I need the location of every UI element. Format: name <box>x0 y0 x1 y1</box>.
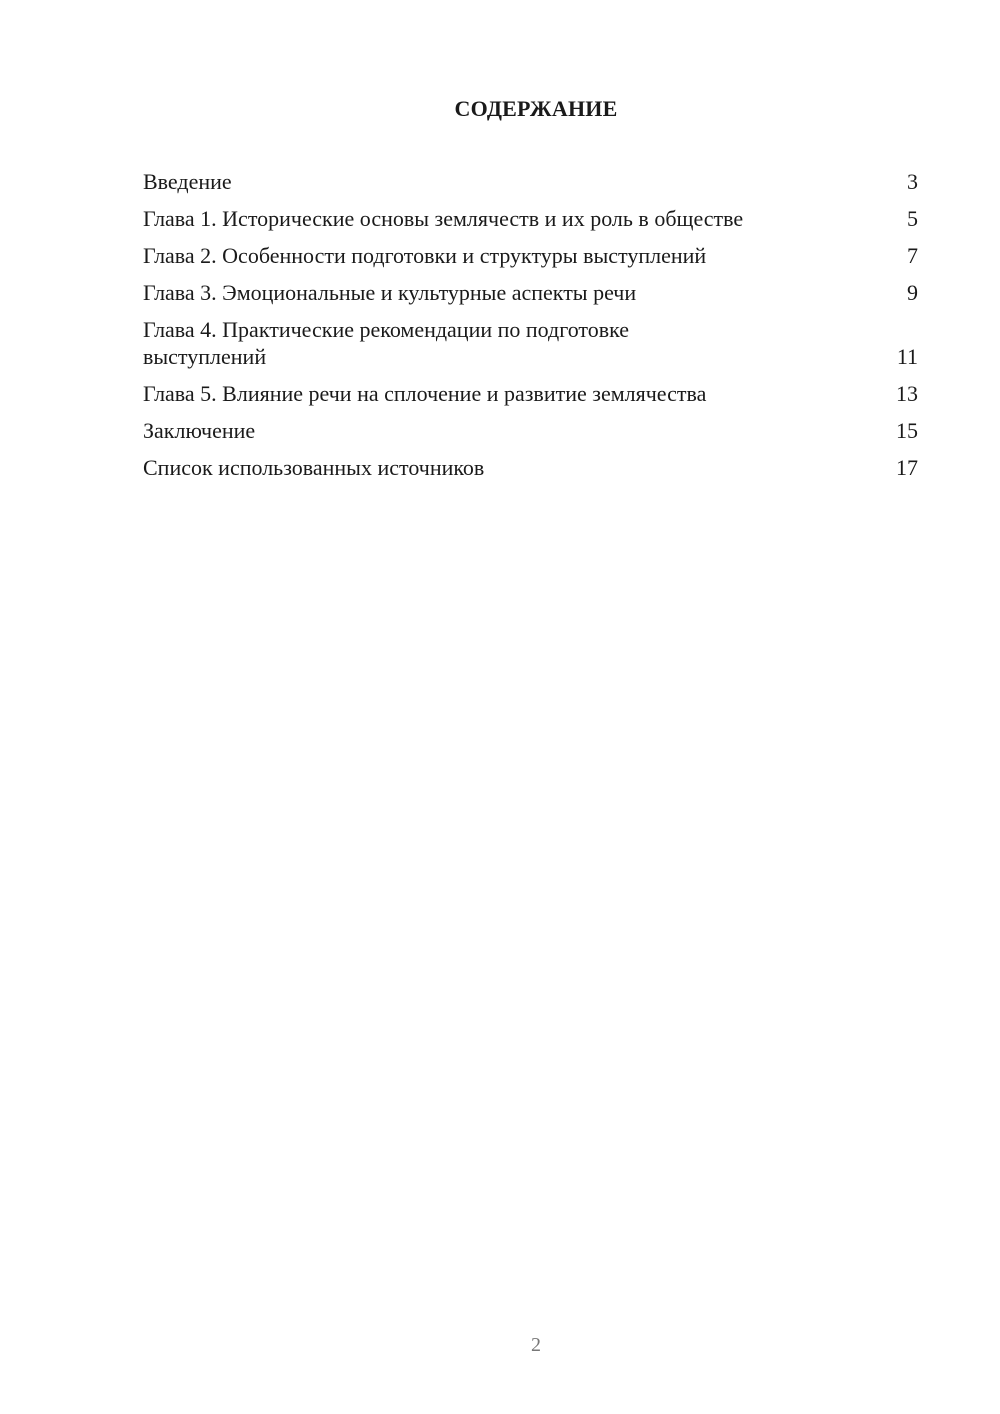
toc-entry-chapter-4[interactable] <box>143 316 918 370</box>
toc-entry-title: Глава 4. Практические рекомендации по подготовке выступлений <box>143 317 630 369</box>
toc-entry-page: 13 <box>896 381 918 406</box>
toc-entry-conclusion[interactable] <box>143 417 918 444</box>
toc-entry-chapter-5[interactable] <box>143 380 918 407</box>
toc-entry-title: Заключение <box>143 418 256 443</box>
toc-entry-references[interactable] <box>143 454 918 481</box>
toc-entry-title: Список использованных источников <box>143 455 485 480</box>
page-title: СОДЕРЖАНИЕ <box>454 96 618 121</box>
toc-entry-page: 5 <box>907 206 918 231</box>
toc-entry-page: 11 <box>896 344 918 369</box>
toc-entry-introduction[interactable] <box>143 168 918 195</box>
toc-entry-title: Введение <box>143 169 232 194</box>
toc-entry-page: 9 <box>907 280 918 305</box>
toc-entry-title: Глава 1. Исторические основы землячеств и их роль в обществе <box>143 206 744 231</box>
page-number: 2 <box>531 1334 541 1356</box>
toc-entry-chapter-1[interactable] <box>143 205 918 232</box>
toc-entry-page: 15 <box>896 418 918 443</box>
toc-entry-page: 3 <box>907 169 918 194</box>
toc-entry-chapter-3[interactable] <box>143 279 918 306</box>
toc-entry-page: 7 <box>907 243 918 268</box>
toc-entry-title: Глава 2. Особенности подготовки и структуры выступлений <box>143 243 707 268</box>
toc-entry-chapter-2[interactable] <box>143 242 918 269</box>
toc-entry-page: 17 <box>896 455 918 480</box>
toc-entry-title: Глава 3. Эмоциональные и культурные аспекты речи <box>143 280 637 305</box>
toc-entry-title: Глава 5. Влияние речи на сплочение и развитие землячества <box>143 381 707 406</box>
table-of-contents <box>143 168 918 491</box>
